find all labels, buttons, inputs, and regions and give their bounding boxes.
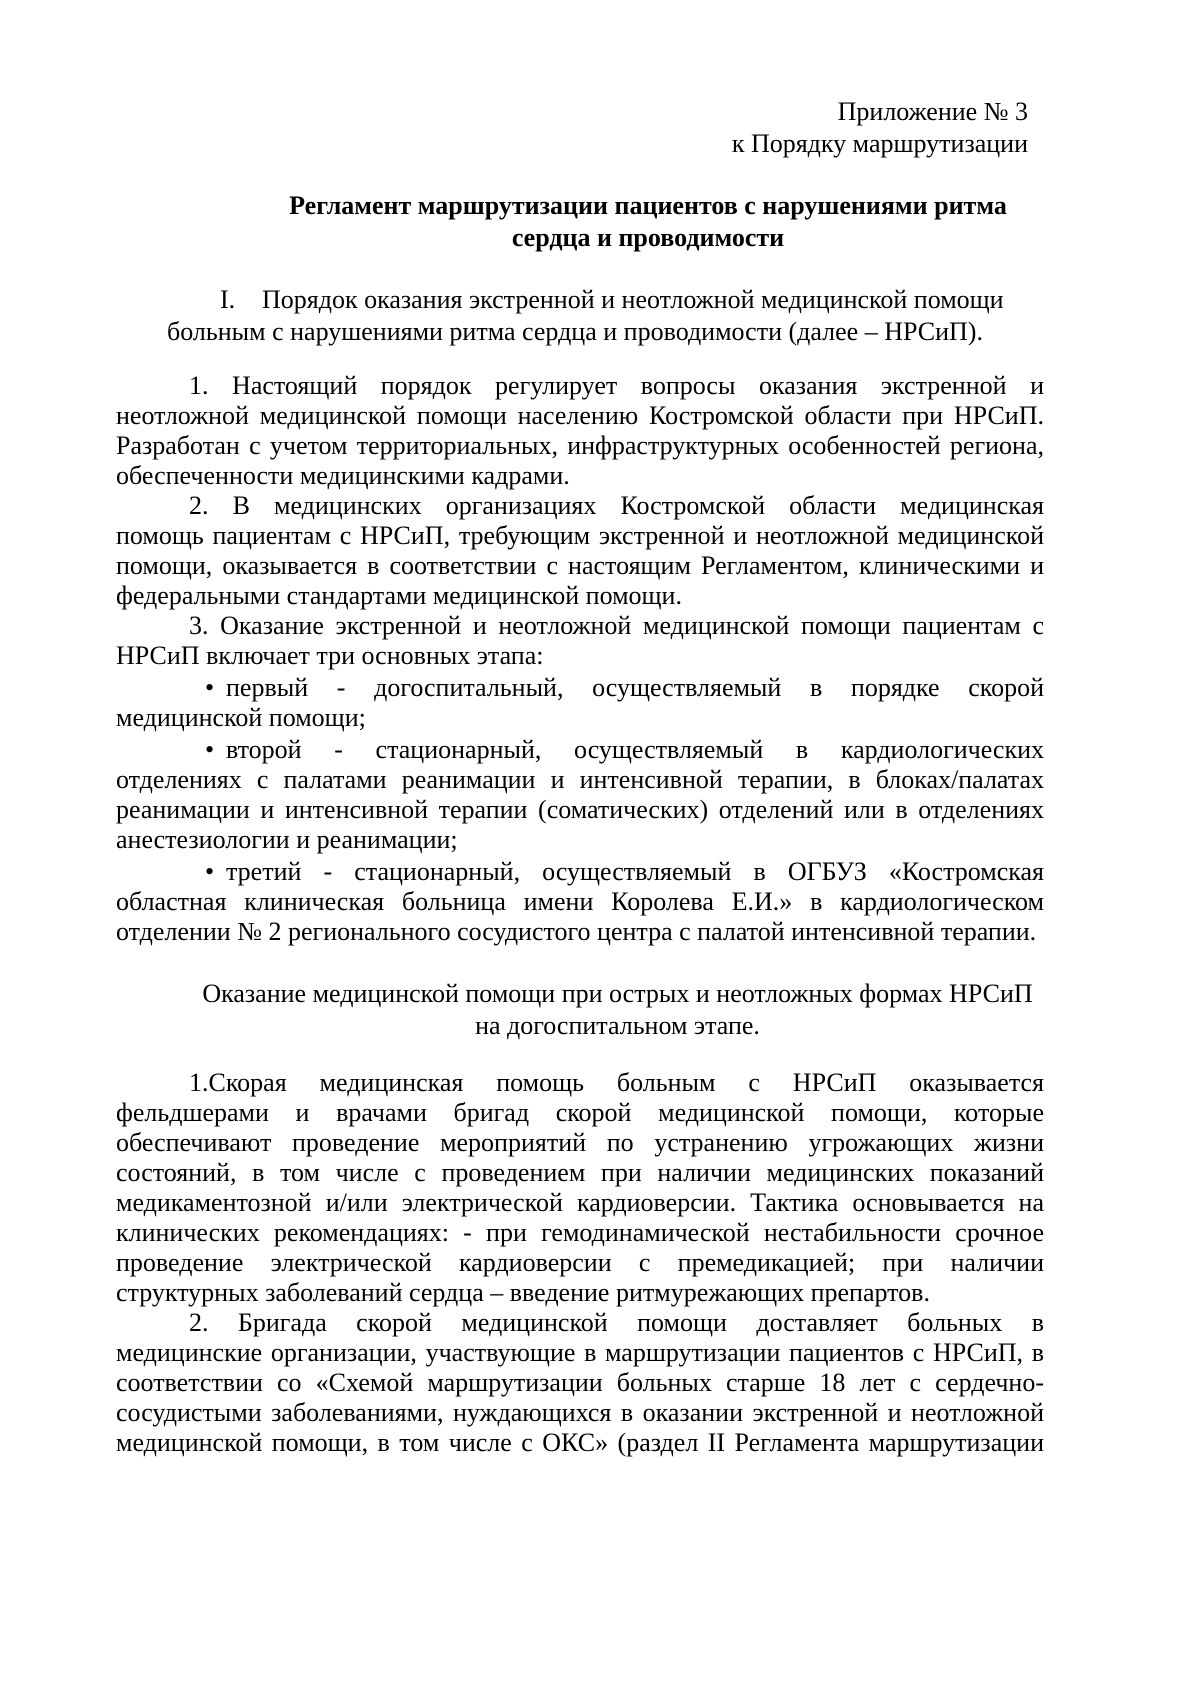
appendix-number: Приложение № 3 xyxy=(837,97,1028,126)
bullet-3-line-1: третий - стационарный, осуществляемый в ОГБУЗ «Костромская xyxy=(226,857,1044,886)
document-title-line-2: сердца и проводимости xyxy=(511,223,785,252)
bullet-2-line-1: второй - стационарный, осуществляемый в кардиологических xyxy=(226,735,1044,764)
paragraph-1-line-2: неотложной медицинской помощи населению Костромской области при НРСиП. xyxy=(116,401,1044,430)
subheading-line-1: Оказание медицинской помощи при острых и неотложных формах НРСиП xyxy=(202,979,1033,1008)
bullet-2-line-3: реанимации и интенсивной терапии (соматических) отделений или в отделениях xyxy=(116,795,1044,824)
bullet-marker: • xyxy=(205,673,215,702)
subheading-line-2: на догоспитальном этапе. xyxy=(475,1011,760,1040)
paragraph-2-line-1: 2. В медицинских организациях Костромской области медицинская xyxy=(189,491,1044,520)
paragraph-2-line-4: федеральными стандартами медицинской помощи. xyxy=(116,581,682,610)
bullet-2-line-4: анестезиологии и реанимации; xyxy=(116,825,458,854)
prehospital-paragraph-2-line-1: 2. Бригада скорой медицинской помощи доставляет больных в xyxy=(189,1308,1044,1337)
section-numeral: I. xyxy=(220,285,236,314)
prehospital-paragraph-1-line-3: обеспечивают проведение мероприятий по устранению угрожающих жизни xyxy=(116,1128,1044,1157)
paragraph-2-line-2: помощь пациентам с НРСиП, требующим экстренной и неотложной медицинской xyxy=(116,521,1044,550)
prehospital-paragraph-1-line-1: 1.Скорая медицинская помощь больным с НРСиП оказывается xyxy=(189,1068,1044,1097)
prehospital-paragraph-1-line-5: медикаментозной и/или электрической кардиоверсии. Тактика основывается на xyxy=(116,1188,1044,1217)
prehospital-paragraph-2-line-2: медицинские организации, участвующие в маршрутизации пациентов с НРСиП, в xyxy=(116,1338,1044,1367)
bullet-2-line-2: отделениях с палатами реанимации и интенсивной терапии, в блоках/палатах xyxy=(116,765,1044,794)
prehospital-paragraph-1-line-8: структурных заболеваний сердца – введение ритмурежающих препартов. xyxy=(116,1278,930,1307)
prehospital-paragraph-1-line-7: проведение электрической кардиоверсии с премедикацией; при наличии xyxy=(116,1248,1044,1277)
document-title-line-1: Регламент маршрутизации пациентов с нарушениями ритма xyxy=(289,191,1007,220)
bullet-marker: • xyxy=(205,857,215,886)
bullet-3-line-2: областная клиническая больница имени Королева Е.И.» в кардиологическом xyxy=(116,887,1044,916)
paragraph-1-line-4: обеспеченности медицинскими кадрами. xyxy=(116,461,570,490)
bullet-3-line-3: отделении № 2 регионального сосудистого центра с палатой интенсивной терапии. xyxy=(116,917,1037,946)
section-heading-line-1: Порядок оказания экстренной и неотложной медицинской помощи xyxy=(262,285,1004,314)
prehospital-paragraph-1-line-4: состояний, в том числе с проведением при наличии медицинских показаний xyxy=(116,1158,1044,1187)
bullet-1-line-2: медицинской помощи; xyxy=(116,703,366,732)
prehospital-paragraph-1-line-2: фельдшерами и врачами бригад скорой медицинской помощи, которые xyxy=(116,1098,1044,1127)
prehospital-paragraph-2-line-3: соответствии со «Схемой маршрутизации больных старше 18 лет с сердечно- xyxy=(116,1368,1044,1397)
paragraph-2-line-3: помощи, оказывается в соответствии с настоящим Регламентом, клиническими и xyxy=(116,551,1044,580)
prehospital-paragraph-2-line-4: сосудистыми заболеваниями, нуждающихся в оказании экстренной и неотложной xyxy=(116,1398,1044,1427)
paragraph-3-line-2: НРСиП включает три основных этапа: xyxy=(116,641,544,670)
section-heading-line-2: больным с нарушениями ритма сердца и проводимости (далее – НРСиП). xyxy=(167,317,983,346)
paragraph-1-line-3: Разработан с учетом территориальных, инфраструктурных особенностей региона, xyxy=(116,431,1044,460)
prehospital-paragraph-2-line-5: медицинской помощи, в том числе с ОКС» (раздел II Регламента маршрутизации xyxy=(116,1428,1044,1457)
bullet-1-line-1: первый - догоспитальный, осуществляемый в порядке скорой xyxy=(226,673,1044,702)
bullet-marker: • xyxy=(205,735,215,764)
appendix-reference: к Порядку маршрутизации xyxy=(731,129,1028,158)
paragraph-1-line-1: 1. Настоящий порядок регулирует вопросы оказания экстренной и xyxy=(189,371,1044,400)
prehospital-paragraph-1-line-6: клинических рекомендациях: - при гемодинамической нестабильности срочное xyxy=(116,1218,1044,1247)
paragraph-3-line-1: 3. Оказание экстренной и неотложной медицинской помощи пациентам с xyxy=(189,611,1044,640)
